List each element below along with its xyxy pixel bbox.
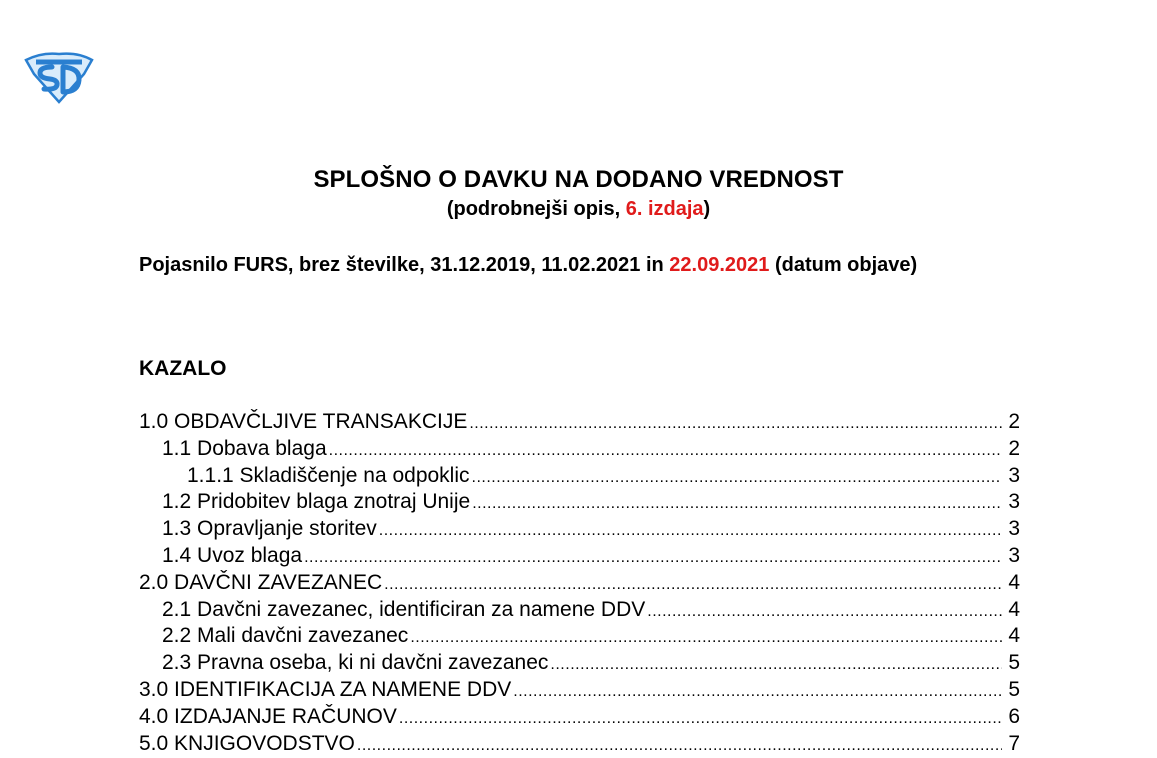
toc-entry-page: 3 xyxy=(1008,463,1020,487)
toc-entry[interactable] xyxy=(139,544,1020,571)
toc-leader-dots xyxy=(304,549,1002,567)
toc-leader-dots xyxy=(384,576,1002,594)
toc-entry[interactable] xyxy=(139,571,1020,598)
toc-entry-page: 2 xyxy=(1008,410,1020,433)
intro-paragraph xyxy=(139,251,1019,279)
toc-leader-dots xyxy=(410,629,1002,647)
intro-date-highlight: 22.09.2021 xyxy=(669,254,770,276)
toc-entry[interactable] xyxy=(139,464,1020,491)
toc-entry-page: 6 xyxy=(1008,704,1020,728)
toc-entry[interactable] xyxy=(139,651,1020,678)
toc-entry-label: 1.2 Pridobitev blaga znotraj Unije xyxy=(162,490,471,514)
logo-sd-shield-icon xyxy=(22,50,96,104)
toc-entry-label: 2.0 DAVČNI ZAVEZANEC xyxy=(139,570,383,594)
toc-entry-page: 4 xyxy=(1008,570,1020,594)
toc-leader-dots xyxy=(469,415,1002,433)
toc-entry-label: 1.1.1 Skladiščenje na odpoklic xyxy=(187,463,470,487)
toc-entry[interactable] xyxy=(139,410,1020,437)
toc-entry-page: 7 xyxy=(1008,731,1020,755)
intro-text-before: Pojasnilo FURS, brez številke, 31.12.2019, 11.02.2021 in xyxy=(139,254,670,276)
edition-label: 6. izdaja xyxy=(625,198,704,220)
toc-entry-page: 4 xyxy=(1008,624,1020,648)
toc-entry[interactable] xyxy=(139,517,1020,544)
toc-leader-dots xyxy=(379,522,1003,540)
toc-entry-label: 2.1 Davčni zavezanec, identificiran za namene DDV xyxy=(162,597,646,621)
toc-entry-page: 3 xyxy=(1008,490,1020,514)
toc-heading: KAZALO xyxy=(139,357,227,380)
toc-leader-dots xyxy=(399,710,1002,728)
toc-entry-page: 2 xyxy=(1008,436,1020,460)
table-of-contents xyxy=(139,410,1020,758)
toc-entry-label: 2.3 Pravna oseba, ki ni davčni zavezanec xyxy=(162,651,549,675)
toc-entry-label: 5.0 KNJIGOVODSTVO xyxy=(139,731,355,755)
toc-leader-dots xyxy=(550,656,1002,674)
toc-entry-page: 4 xyxy=(1008,597,1020,621)
toc-entry-page: 5 xyxy=(1008,651,1020,675)
toc-entry[interactable] xyxy=(139,624,1020,651)
toc-entry[interactable] xyxy=(139,705,1020,732)
toc-entry-label: 1.1 Dobava blaga xyxy=(162,436,327,460)
toc-entry[interactable] xyxy=(139,732,1020,758)
toc-entry-page: 3 xyxy=(1008,543,1020,567)
document-subtitle xyxy=(0,198,1157,221)
document-title: SPLOŠNO O DAVKU NA DODANO VREDNOST xyxy=(313,166,844,193)
toc-entry[interactable] xyxy=(139,598,1020,625)
toc-entry[interactable] xyxy=(139,437,1020,464)
toc-entry-page: 3 xyxy=(1008,517,1020,541)
toc-leader-dots xyxy=(472,469,1003,487)
subtitle-open: (podrobnejši opis, xyxy=(446,198,626,220)
toc-leader-dots xyxy=(472,495,1002,513)
toc-entry-label: 1.0 OBDAVČLJIVE TRANSAKCIJE xyxy=(139,410,468,433)
toc-leader-dots xyxy=(647,603,1002,621)
toc-entry-label: 3.0 IDENTIFIKACIJA ZA NAMENE DDV xyxy=(139,677,512,701)
subtitle-close: ) xyxy=(703,198,711,220)
intro-text-after: (datum objave) xyxy=(769,254,918,276)
toc-entry-label: 1.4 Uvoz blaga xyxy=(162,543,303,567)
toc-entry-page: 5 xyxy=(1008,677,1020,701)
toc-entry-label: 1.3 Opravljanje storitev xyxy=(162,517,377,541)
toc-leader-dots xyxy=(357,737,1002,755)
toc-leader-dots xyxy=(513,683,1002,701)
toc-entry[interactable] xyxy=(139,678,1020,705)
toc-leader-dots xyxy=(329,442,1003,460)
toc-entry-label: 2.2 Mali davčni zavezanec xyxy=(162,624,409,648)
toc-entry[interactable] xyxy=(139,490,1020,517)
toc-entry-label: 4.0 IZDAJANJE RAČUNOV xyxy=(139,704,397,728)
